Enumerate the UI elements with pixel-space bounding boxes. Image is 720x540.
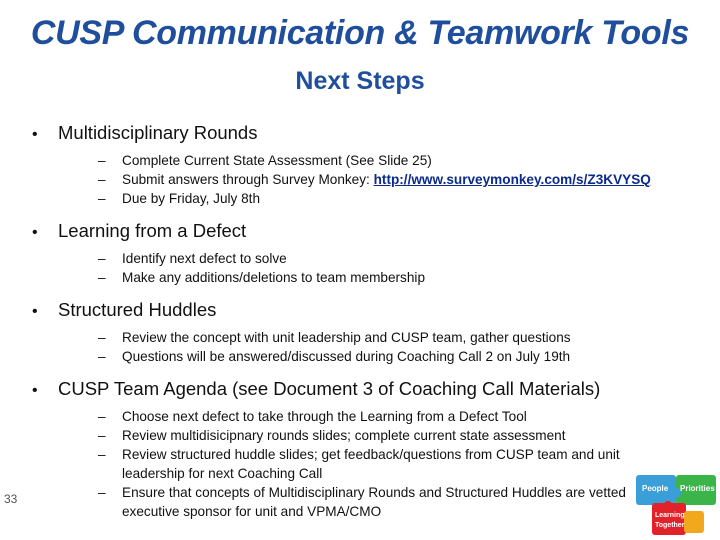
- dash-marker: –: [98, 251, 106, 266]
- sub-bullet-list: [98, 407, 682, 521]
- bullet-text: Multidisciplinary Rounds: [58, 122, 258, 143]
- sub-bullet-item: [98, 170, 682, 189]
- bullet-text: Structured Huddles: [58, 299, 217, 320]
- bullet-item: [32, 377, 682, 403]
- page-number: 33: [4, 492, 18, 506]
- bullet-marker: •: [32, 382, 38, 399]
- dash-marker: –: [98, 172, 106, 187]
- bullet-list: [32, 121, 682, 521]
- sub-bullet-text: Due by Friday, July 8th: [122, 191, 261, 206]
- sub-bullet-item: [98, 328, 682, 347]
- dash-marker: –: [98, 270, 106, 285]
- dash-marker: –: [98, 153, 106, 168]
- logo-label-priorities: Priorities: [680, 484, 715, 493]
- sub-bullet-text: Submit answers through Survey Monkey:: [122, 172, 370, 187]
- bullet-marker: •: [32, 224, 38, 241]
- bullet-marker: •: [32, 126, 38, 143]
- bullet-item: [32, 298, 682, 324]
- sub-bullet-text: Review multidisicipnary rounds slides; complete current state assessment: [122, 428, 566, 443]
- slide-subtitle: Next Steps: [295, 67, 425, 95]
- dash-marker: –: [98, 349, 106, 364]
- sub-bullet-item: [98, 151, 682, 170]
- dash-marker: –: [98, 409, 106, 424]
- bullet-text: Learning from a Defect: [58, 220, 247, 241]
- sub-bullet-text: Ensure that concepts of Multidisciplinary Rounds and Structured Huddles are vetted executive sponsor for unit and VPMA/CMO: [122, 485, 626, 519]
- sub-bullet-text: Identify next defect to solve: [122, 251, 287, 266]
- sub-bullet-text: Choose next defect to take through the Learning from a Defect Tool: [122, 409, 527, 424]
- sub-bullet-item: [98, 483, 682, 521]
- sub-bullet-item: [98, 189, 682, 208]
- dash-marker: –: [98, 330, 106, 345]
- sub-bullet-text: Review the concept with unit leadership and CUSP team, gather questions: [122, 330, 571, 345]
- sub-bullet-item: [98, 445, 682, 483]
- sub-bullet-item: [98, 268, 682, 287]
- sub-bullet-item: [98, 426, 682, 445]
- survey-monkey-link[interactable]: http://www.surveymonkey.com/s/Z3KVYSQ: [373, 172, 651, 187]
- dash-marker: –: [98, 447, 106, 462]
- dash-marker: –: [98, 191, 106, 206]
- dash-marker: –: [98, 428, 106, 443]
- sub-bullet-item: [98, 249, 682, 268]
- bullet-text: CUSP Team Agenda (see Document 3 of Coaching Call Materials): [58, 378, 601, 399]
- sub-bullet-list: [98, 151, 682, 208]
- bullet-item: [32, 121, 682, 147]
- sub-bullet-text: Make any additions/deletions to team membership: [122, 270, 425, 285]
- bullet-marker: •: [32, 303, 38, 320]
- logo-label-together: Together: [655, 522, 685, 529]
- sub-bullet-list: [98, 328, 682, 366]
- sub-bullet-text: Review structured huddle slides; get feedback/questions from CUSP team and unit leadership for next Coaching Call: [122, 447, 620, 481]
- sub-bullet-text: Complete Current State Assessment (See Slide 25): [122, 153, 432, 168]
- sub-bullet-item: [98, 407, 682, 426]
- slide-title: CUSP Communication & Teamwork Tools: [30, 14, 690, 52]
- logo-label-learning: Learning: [655, 512, 685, 519]
- logo-together-piece: [684, 511, 704, 533]
- sub-bullet-list: [98, 249, 682, 287]
- dash-marker: –: [98, 485, 106, 500]
- cusp-puzzle-logo: [634, 455, 718, 537]
- sub-bullet-item: [98, 347, 682, 366]
- sub-bullet-text: Questions will be answered/discussed during Coaching Call 2 on July 19th: [122, 349, 571, 364]
- bullet-item: [32, 219, 682, 245]
- logo-label-people: People: [642, 484, 669, 493]
